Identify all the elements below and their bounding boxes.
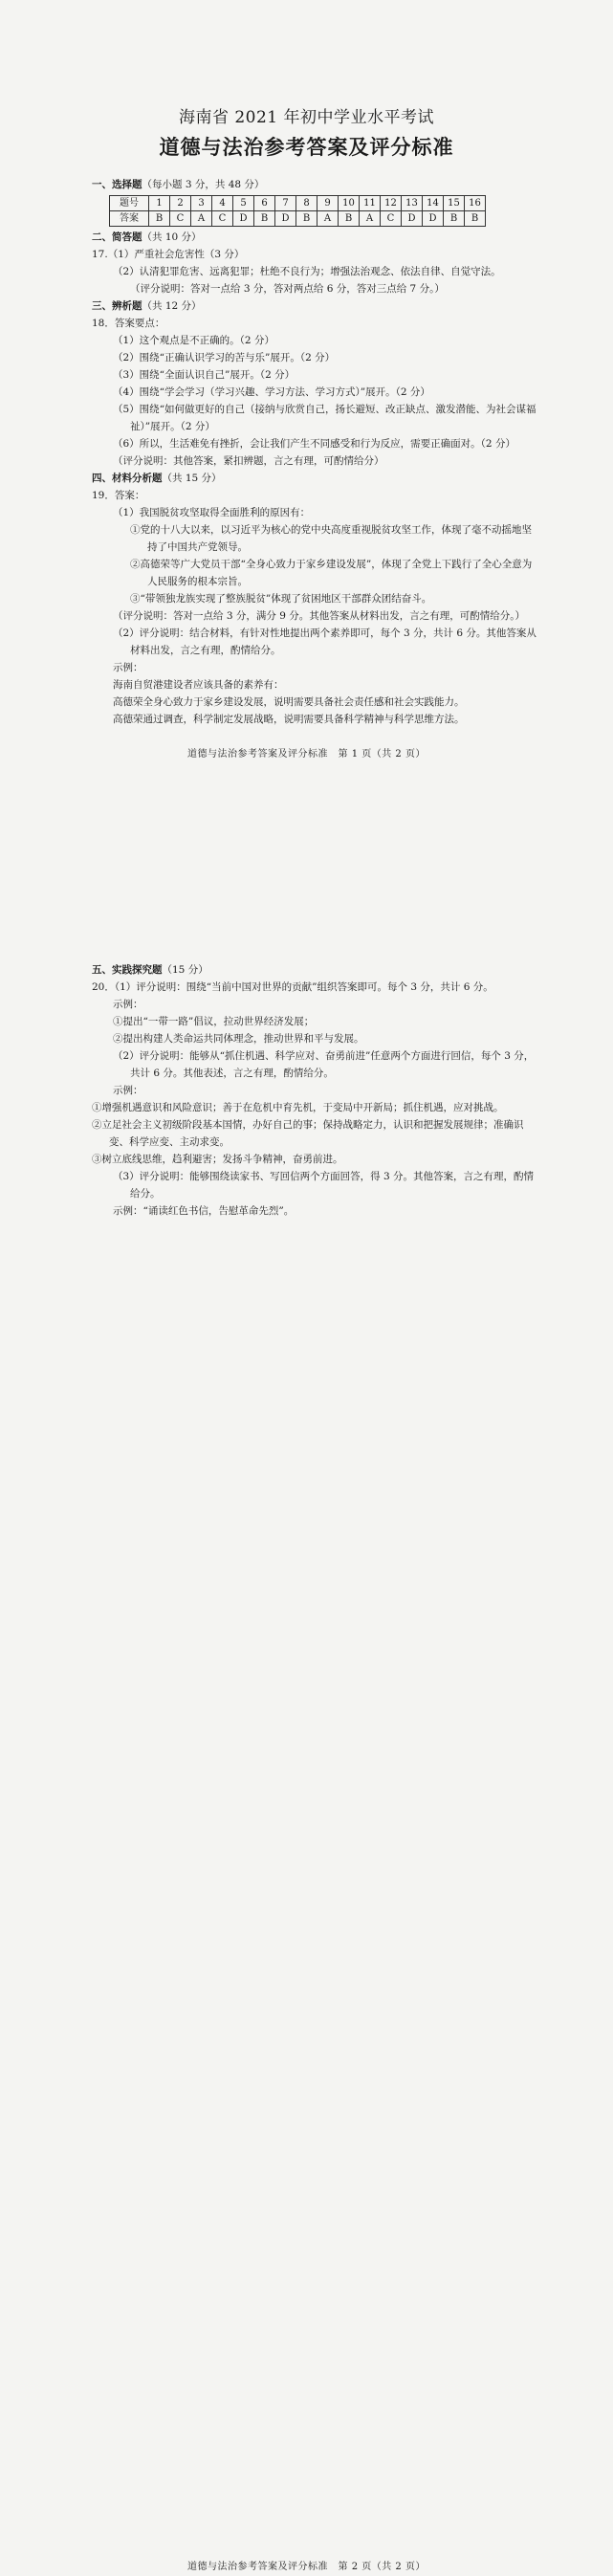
table-cell: B: [254, 211, 275, 227]
q20-example-1a: ①提出“一带一路”倡议，拉动世界经济发展；: [113, 1016, 315, 1027]
q20-example-label-1: 示例：: [113, 999, 143, 1010]
q19-part1: （1）我国脱贫攻坚取得全面胜利的原因有：: [113, 507, 311, 518]
answer-table-row-numbers: [110, 196, 486, 211]
table-cell: 14: [423, 196, 444, 211]
table-cell: 11: [360, 196, 381, 211]
table-cell: 8: [296, 196, 317, 211]
q18-point-5: （5）围绕“如何做更好的自己（接纳与欣赏自己，扬长避短、改正缺点、激发潜能、为社会谋福祉）”展开。（2 分）: [113, 404, 536, 432]
q19-part2: （2）评分说明：结合材料，有针对性地提出两个素养即可，每个 3 分，共计 6 分。其他答案从材料出发，言之有理，酌情给分。: [113, 627, 536, 656]
table-cell: 16: [465, 196, 486, 211]
table-cell: C: [381, 211, 402, 227]
page-1-content: [92, 176, 536, 728]
q19-heading: 19．答案：: [92, 490, 145, 501]
table-cell: 6: [254, 196, 275, 211]
table-cell: B: [339, 211, 360, 227]
table-cell: 15: [444, 196, 465, 211]
q20-part1: 20．（1）评分说明：围绕“当前中国对世界的贡献”组织答案即可。每个 3 分，共计 6 分。: [92, 981, 493, 993]
q20-example-label-2: 示例：: [113, 1085, 143, 1096]
section-1-title: 一、选择题: [92, 179, 142, 190]
table-cell: 3: [191, 196, 212, 211]
table-cell: 5: [233, 196, 254, 211]
q18-point-2: （2）围绕“正确认识学习的苦与乐”展开。（2 分）: [113, 352, 336, 363]
row-label-number: 题号: [110, 196, 149, 211]
q18-point-3: （3）围绕“全面认识自己”展开。（2 分）: [113, 369, 296, 381]
q18-scoring-note: （评分说明：其他答案，紧扣辨题，言之有理，可酌情给分）: [113, 455, 384, 467]
document-title: 道德与法治参考答案及评分标准: [159, 136, 454, 159]
q19-reason-1: ①党的十八大以来，以习近平为核心的党中央高度重视脱贫攻坚工作，体现了毫不动摇地坚持了中国共产党领导。: [130, 524, 532, 553]
q17-part2: （2）认清犯罪危害、远离犯罪；杜绝不良行为；增强法治观念、依法自律、自觉守法。: [113, 266, 501, 277]
section-2-heading: [92, 229, 536, 246]
q19-example-3: 高德荣通过调查，科学制定发展战略，说明需要具备科学精神与科学思维方法。: [113, 714, 465, 725]
table-cell: 9: [317, 196, 339, 211]
table-cell: D: [423, 211, 444, 227]
section-2-title: 二、简答题: [92, 231, 142, 243]
section-5-points: （15 分）: [162, 964, 208, 976]
table-cell: D: [233, 211, 254, 227]
q18-point-6: （6）所以，生活难免有挫折，会让我们产生不同感受和行为反应，需要正确面对。（2 分）: [113, 438, 515, 450]
table-cell: B: [296, 211, 317, 227]
q18-point-4: （4）围绕“学会学习（学习兴趣、学习方法、学习方式）”展开。（2 分）: [113, 386, 430, 398]
table-cell: B: [465, 211, 486, 227]
section-4-title: 四、材料分析题: [92, 473, 163, 484]
section-5-title: 五、实践探究题: [92, 964, 163, 976]
section-3-heading: [92, 297, 536, 315]
table-cell: C: [170, 211, 191, 227]
section-4-heading: [92, 470, 536, 487]
table-cell: A: [191, 211, 212, 227]
table-cell: D: [402, 211, 423, 227]
table-cell: 1: [149, 196, 170, 211]
section-4-points: （共 15 分）: [162, 473, 222, 484]
q20-example-2c: ③树立底线思维，趋利避害；发扬斗争精神，奋勇前进。: [92, 1154, 343, 1165]
table-cell: 2: [170, 196, 191, 211]
q19-example-1: 海南自贸港建设者应该具备的素养有：: [113, 679, 284, 691]
q19-reason-3: ③“带领独龙族实现了整族脱贫”体现了贫困地区干部群众团结奋斗。: [130, 593, 432, 605]
section-1-points: （每小题 3 分，共 48 分）: [142, 179, 265, 190]
row-label-answer: 答案: [110, 211, 149, 227]
table-cell: 13: [402, 196, 423, 211]
table-cell: 4: [212, 196, 233, 211]
table-cell: B: [444, 211, 465, 227]
q20-example-2a: ①增强机遇意识和风险意识；善于在危机中育先机，于变局中开新局；抓住机遇，应对挑战。: [92, 1102, 504, 1113]
section-1-heading: [92, 176, 536, 193]
q17-scoring-note: （评分说明：答对一点给 3 分，答对两点给 6 分，答对三点给 7 分。）: [130, 283, 445, 295]
table-cell: 7: [275, 196, 296, 211]
table-cell: C: [212, 211, 233, 227]
page-2-content: [92, 961, 536, 1220]
q19-reason-2: ②高德荣等广大党员干部“全身心致力于家乡建设发展”，体现了全党上下践行了全心全意为人民服务的根本宗旨。: [130, 559, 533, 587]
q17-part1: 17.（1）严重社会危害性（3 分）: [92, 249, 245, 260]
answer-table-row-answers: [110, 211, 486, 227]
q20-example-2b: ②立足社会主义初级阶段基本国情，办好自己的事；保持战略定力，认识和把握发展规律；准确识变、科学应变、主动求变。: [92, 1119, 524, 1148]
q20-part3: （3）评分说明：能够围绕读家书、写回信两个方面回答，得 3 分。其他答案，言之有理，酌情给分。: [113, 1171, 535, 1200]
page-1-footer: 道德与法治参考答案及评分标准 第 1 页（共 2 页）: [187, 749, 426, 760]
table-cell: B: [149, 211, 170, 227]
section-2-points: （共 10 分）: [142, 231, 202, 243]
section-5-heading: [92, 961, 536, 979]
table-cell: A: [317, 211, 339, 227]
page-1: [0, 0, 613, 760]
answer-table: [109, 195, 486, 227]
exam-title: 海南省 2021 年初中学业水平考试: [178, 108, 435, 127]
table-cell: 10: [339, 196, 360, 211]
q19-scoring-note: （评分说明：答对一点给 3 分，满分 9 分。其他答案从材料出发，言之有理，可酌情给分。）: [113, 610, 525, 622]
q19-example-2: 高德荣全身心致力于家乡建设发展，说明需要具备社会责任感和社会实践能力。: [113, 696, 465, 708]
table-cell: 12: [381, 196, 402, 211]
q20-example-1b: ②提出构建人类命运共同体理念，推动世界和平与发展。: [113, 1033, 364, 1045]
table-cell: D: [275, 211, 296, 227]
section-3-title: 三、辨析题: [92, 300, 142, 312]
q19-example-label: 示例：: [113, 662, 143, 673]
page-2-footer: 道德与法治参考答案及评分标准 第 2 页（共 2 页）: [187, 2562, 426, 2572]
section-3-points: （共 12 分）: [142, 300, 202, 312]
q18-heading: 18．答案要点：: [92, 318, 165, 329]
table-cell: A: [360, 211, 381, 227]
q20-example-3: 示例：“诵读红色书信，告慰革命先烈”。: [113, 1205, 295, 1217]
q18-point-1: （1）这个观点是不正确的。（2 分）: [113, 335, 274, 346]
q20-part2: （2）评分说明：能够从“抓住机遇、科学应对、奋勇前进”任意两个方面进行回信，每个 3 分，共计 6 分。其他表述，言之有理，酌情给分。: [113, 1050, 535, 1079]
